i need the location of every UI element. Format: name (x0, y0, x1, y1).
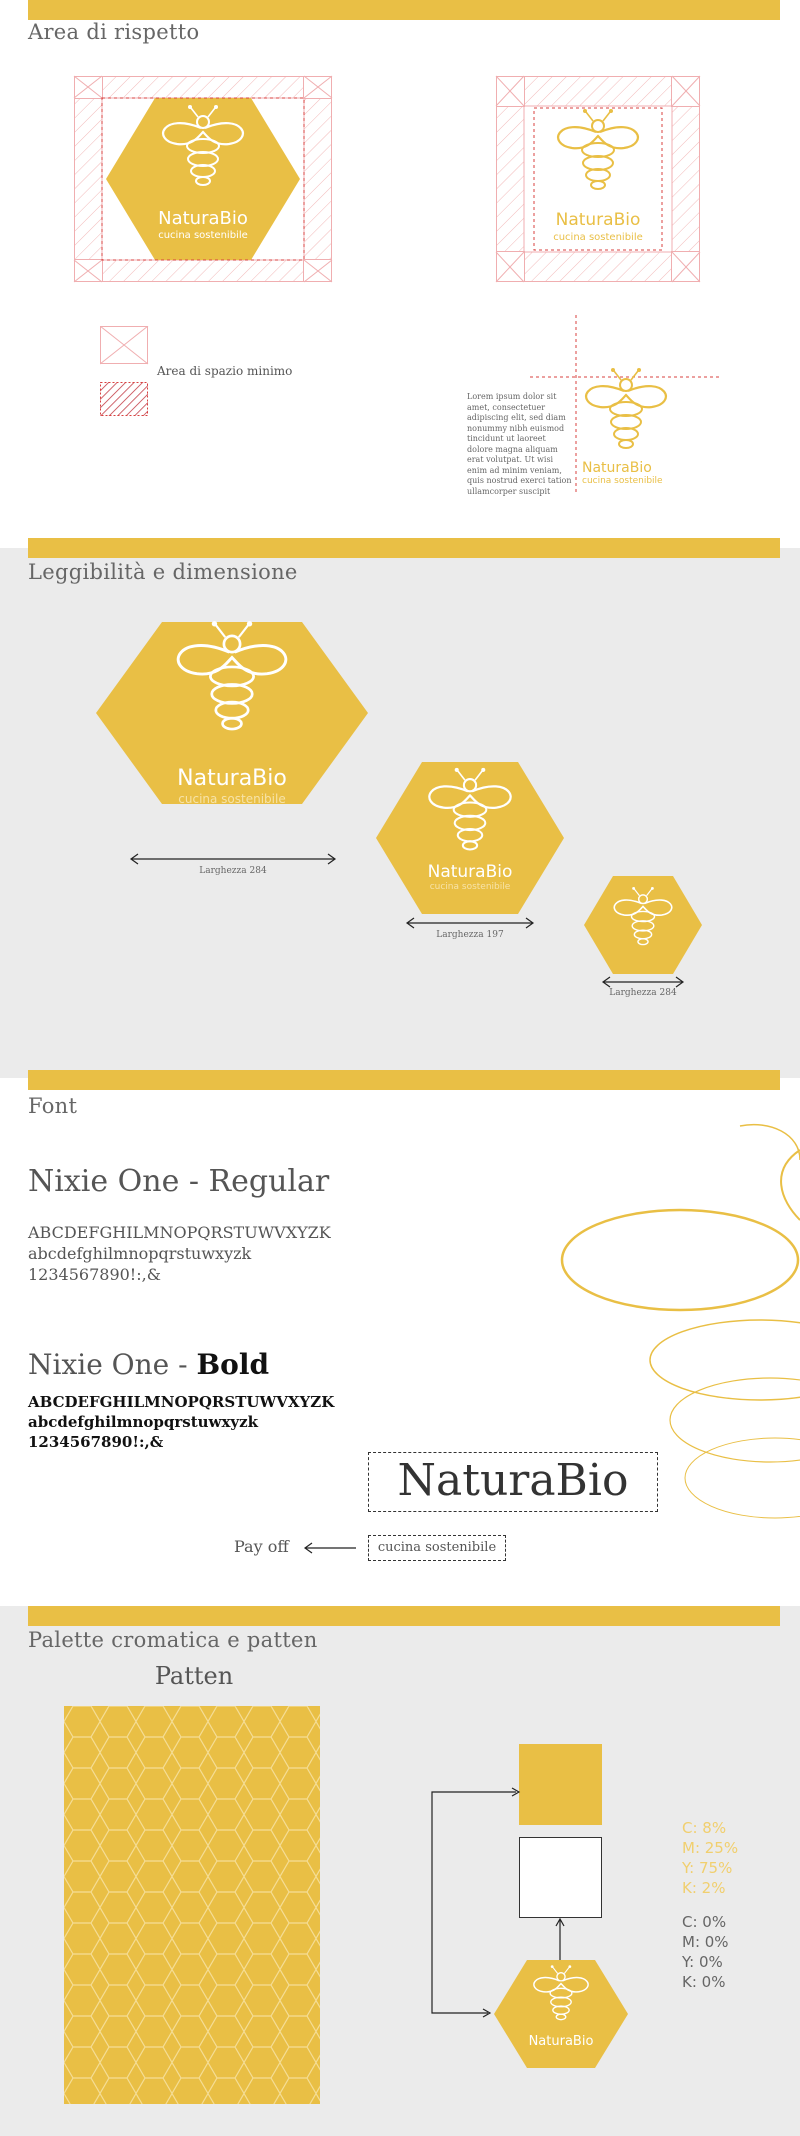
font-bold-uppercase: ABCDEFGHILMNOPQRSTUWVXYZK (28, 1393, 335, 1411)
logo-large-tagline: cucina sostenibile (178, 792, 286, 806)
logo-small (584, 876, 702, 974)
logo-respect-area-outline (496, 76, 700, 282)
arrow-icon (600, 975, 686, 989)
section-title-palette: Palette cromatica e patten (28, 1628, 318, 1652)
sample-paragraph: Lorem ipsum dolor sit amet, consectetuer adipiscing elit, sed diam nonummy nibh euismod tincidunt ut laoreet dolore magna aliquam erat volutpat. Ut wisi enim ad minim veniam, quis nostrud exerci tation ullamcorper suscipit (467, 392, 572, 496)
logo-respect-area-yellow (74, 76, 332, 282)
logo-large-wordmark: NaturaBio (177, 766, 287, 791)
section-title-font: Font (28, 1094, 78, 1118)
size-label: Larghezza 284 (609, 988, 677, 998)
minimum-space-label: Area di spazio minimo (157, 364, 293, 378)
logo-palette (494, 1960, 628, 2068)
cmyk-yellow-m: M: 25% (682, 1839, 739, 1857)
size-label: Larghezza 197 (436, 930, 504, 940)
font-bold-lowercase: abcdefghilmnopqrstuwxyzk (28, 1413, 259, 1431)
pattern-title: Patten (154, 1662, 234, 1690)
size-label: Larghezza 284 (199, 866, 267, 876)
cmyk-white-y: Y: 0% (682, 1953, 723, 1971)
section-band (28, 1070, 780, 1090)
cmyk-white-k: K: 0% (682, 1973, 726, 1991)
logo-tagline: cucina sostenibile (158, 230, 248, 241)
cmyk-yellow (682, 1818, 738, 1898)
logo-wordmark-outline: NaturaBio (555, 210, 641, 230)
font-regular-uppercase: ABCDEFGHILMNOPQRSTUWVXYZK (28, 1223, 331, 1242)
font-regular-heading (28, 1164, 329, 1199)
logo-medium-wordmark: NaturaBio (427, 862, 513, 882)
honeycomb-pattern (64, 1706, 320, 2104)
arrow-icon (404, 916, 536, 930)
logo-tagline-outline: cucina sostenibile (553, 232, 643, 243)
font-bold-name: Nixie One - (28, 1348, 197, 1381)
font-bold-heading (28, 1348, 269, 1381)
payoff-label: Pay off (234, 1537, 289, 1556)
arrow-icon (302, 1541, 358, 1555)
section-band (28, 1606, 780, 1626)
cmyk-yellow-k: K: 2% (682, 1879, 726, 1897)
cmyk-white-m: M: 0% (682, 1933, 729, 1951)
font-regular-name: Nixie One - (28, 1164, 209, 1199)
hatch-swatch-icon (100, 382, 150, 418)
logo-wordmark-small: NaturaBio (582, 460, 652, 476)
arrow-icon (128, 852, 338, 866)
logo-wordmark: NaturaBio (158, 208, 248, 229)
section-band (28, 538, 780, 558)
logo-palette-wordmark: NaturaBio (528, 2034, 594, 2049)
font-regular-lowercase: abcdefghilmnopqrstuwxyzk (28, 1244, 252, 1263)
cmyk-yellow-y: Y: 75% (682, 1859, 733, 1877)
font-bold-digits: 1234567890!:,& (28, 1433, 164, 1451)
section-title-legibility: Leggibilità e dimensione (28, 560, 298, 584)
cmyk-white (682, 1912, 729, 1992)
font-bold-weight: Bold (196, 1348, 270, 1381)
cmyk-white-c: C: 0% (682, 1913, 727, 1931)
brand-sample: NaturaBio (368, 1452, 658, 1512)
logo-medium-tagline: cucina sostenibile (429, 882, 511, 892)
cmyk-yellow-c: C: 8% (682, 1819, 727, 1837)
font-regular-weight: Regular (208, 1164, 330, 1199)
section-band (28, 0, 780, 20)
font-regular-digits: 1234567890!:,& (28, 1265, 161, 1284)
minimum-space-swatch-icon (100, 326, 150, 366)
payoff-sample: cucina sostenibile (368, 1535, 506, 1561)
section-title-respect-area: Area di rispetto (28, 20, 200, 44)
logo-tagline-small: cucina sostenibile (582, 476, 663, 486)
